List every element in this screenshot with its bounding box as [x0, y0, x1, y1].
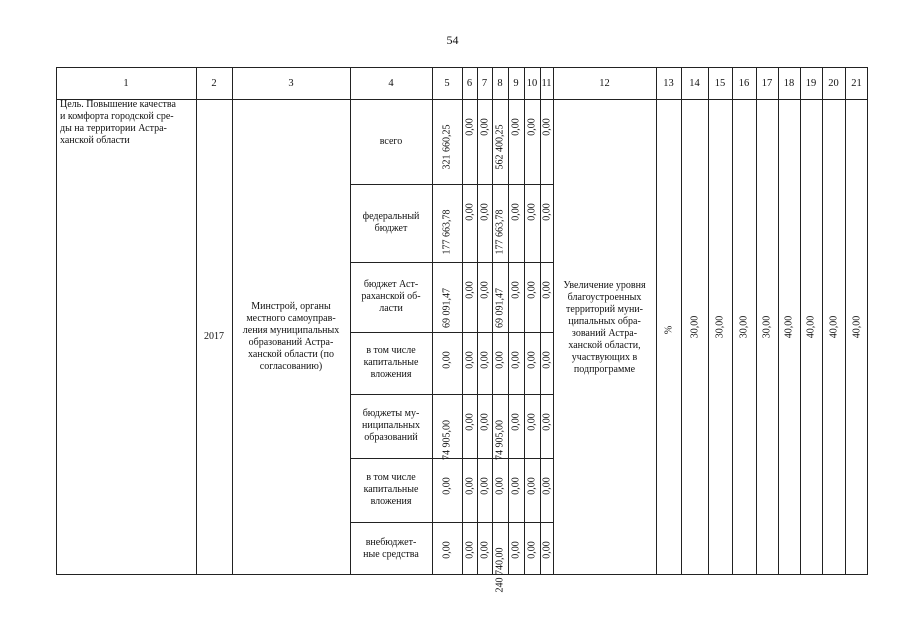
indicator-value: 30,00	[761, 315, 773, 339]
column-number-5: 5	[444, 77, 450, 89]
source-value: 0,00	[479, 203, 490, 221]
column-divider	[432, 67, 433, 575]
source-value: 0,00	[541, 203, 552, 221]
column-divider	[681, 67, 682, 575]
indicator-value: 40,00	[783, 315, 795, 339]
source-value: 0,00	[526, 477, 538, 495]
text-line: Минстрой, органы	[251, 301, 331, 312]
source-value: 0,00	[441, 351, 453, 369]
column-number-1: 1	[123, 77, 129, 89]
source-value: 69 091,47	[441, 288, 453, 328]
source-value: 0,00	[464, 281, 475, 299]
source-value: 0,00	[541, 477, 552, 495]
text-line: Увеличение уровня	[563, 280, 646, 291]
text-line: капитальные	[363, 357, 419, 368]
source-value: 0,00	[479, 413, 490, 431]
source-value: 0,00	[464, 203, 475, 221]
text-line: ные средства	[363, 548, 419, 560]
page-number: 54	[446, 33, 459, 47]
text-line: ханской области (по	[248, 349, 334, 360]
source-label	[350, 262, 432, 332]
source-value: 0,00	[541, 351, 552, 369]
source-value: 0,00	[510, 281, 522, 299]
column-divider	[732, 67, 733, 575]
text-line: подпрограмме	[573, 364, 636, 375]
column-number-17: 17	[761, 77, 773, 89]
text-line: благоустроенных	[567, 292, 642, 303]
source-value: 0,00	[479, 541, 490, 559]
source-value: 0,00	[494, 351, 506, 369]
source-value: 0,00	[541, 118, 552, 136]
indicator-value: 40,00	[851, 315, 862, 339]
text-line: образований Астра-	[248, 337, 334, 348]
source-value: 69 091,47	[494, 288, 506, 328]
goal-text	[60, 99, 194, 575]
indicator-value: 40,00	[828, 315, 839, 339]
column-divider	[708, 67, 709, 575]
column-divider	[477, 67, 478, 575]
column-number-4: 4	[388, 77, 394, 89]
text-line: образований	[364, 432, 418, 443]
text-line: ханской области	[60, 135, 130, 146]
source-value: 0,00	[526, 203, 538, 221]
column-number-13: 13	[663, 77, 674, 89]
source-label	[350, 458, 432, 522]
source-value: 0,00	[494, 477, 506, 495]
text-line: раханской об-	[361, 291, 421, 302]
column-divider	[756, 67, 757, 575]
text-line: Цель. Повышение качества	[60, 99, 176, 110]
column-number-2: 2	[211, 77, 217, 89]
column-divider	[656, 67, 657, 575]
text-line: ханской области,	[568, 340, 641, 351]
source-value: 0,00	[441, 541, 453, 559]
text-line: капитальные	[363, 484, 419, 495]
text-line: территорий муни-	[566, 304, 643, 315]
source-value: 0,00	[479, 118, 490, 136]
column-divider	[540, 67, 541, 575]
column-number-19: 19	[805, 77, 817, 89]
text-line: федеральный	[362, 211, 420, 222]
text-line: ды на территории Астра-	[60, 123, 167, 134]
text-line: ниципальных	[362, 420, 420, 431]
source-value: 0,00	[510, 413, 522, 431]
text-line: согласованию)	[259, 361, 323, 372]
column-divider	[508, 67, 509, 575]
text-line: вложения	[370, 496, 412, 507]
source-value: 177 663,78	[441, 209, 453, 255]
source-value: 74 905,00	[441, 420, 453, 460]
source-value: 0,00	[479, 281, 490, 299]
text-line: ципальных обра-	[568, 316, 641, 327]
text-line: зований Астра-	[571, 328, 638, 339]
column-divider	[822, 67, 823, 575]
column-divider	[845, 67, 846, 575]
source-label	[350, 99, 432, 184]
source-value: 0,00	[441, 477, 453, 495]
column-divider	[524, 67, 525, 575]
text-line: участвующих в	[571, 352, 638, 363]
source-value: 0,00	[464, 351, 475, 369]
column-divider	[778, 67, 779, 575]
text-line: местного самоуправ-	[246, 313, 336, 324]
text-line: вложения	[370, 369, 412, 380]
source-label	[350, 332, 432, 394]
source-value: 0,00	[510, 351, 522, 369]
source-value: 0,00	[526, 118, 538, 136]
column-number-21: 21	[851, 77, 862, 89]
source-value: 0,00	[541, 413, 552, 431]
source-label	[350, 394, 432, 458]
column-number-8: 8	[497, 77, 503, 89]
source-value: 0,00	[526, 541, 538, 559]
indicator-value: 30,00	[738, 315, 750, 339]
source-label	[350, 184, 432, 262]
source-value: 0,00	[464, 541, 475, 559]
text-line: ласти	[379, 303, 403, 314]
column-number-20: 20	[828, 77, 839, 89]
source-value: 0,00	[541, 541, 552, 559]
column-number-9: 9	[513, 77, 519, 89]
source-value: 0,00	[510, 541, 522, 559]
column-number-15: 15	[714, 77, 726, 89]
year: 2017	[204, 331, 224, 342]
source-value: 0,00	[479, 477, 490, 495]
column-number-18: 18	[783, 77, 795, 89]
source-value: 321 660,25	[441, 124, 453, 170]
text-line: всего	[379, 135, 403, 147]
column-number-12: 12	[599, 77, 610, 89]
source-value: 74 905,00	[494, 420, 506, 460]
source-value: 0,00	[479, 351, 490, 369]
source-value: 0,00	[510, 477, 522, 495]
text-line: бюджет Аст-	[363, 279, 419, 290]
column-number-7: 7	[481, 77, 488, 89]
text-line: ления муниципальных	[242, 325, 340, 336]
text-line: в том числе	[366, 472, 416, 483]
source-value: 0,00	[526, 351, 538, 369]
source-value: 0,00	[464, 477, 475, 495]
column-number-10: 10	[526, 77, 538, 89]
source-value: 240 740,00	[494, 547, 506, 593]
column-number-3: 3	[288, 77, 294, 89]
source-value: 0,00	[526, 281, 538, 299]
column-divider	[800, 67, 801, 575]
unit: %	[663, 325, 674, 335]
source-value: 0,00	[464, 118, 475, 136]
source-value: 562 400,25	[494, 124, 506, 170]
source-value: 0,00	[464, 413, 475, 431]
executor	[232, 99, 350, 575]
source-value: 0,00	[541, 281, 552, 299]
source-value: 0,00	[510, 203, 522, 221]
source-label	[350, 522, 432, 575]
text-line: внебюджет-	[365, 536, 417, 548]
column-number-14: 14	[689, 77, 700, 89]
column-number-6: 6	[466, 77, 473, 89]
indicator-value: 30,00	[714, 315, 726, 339]
text-line: в том числе	[366, 345, 416, 356]
indicator-value: 30,00	[689, 315, 700, 339]
source-value: 0,00	[526, 413, 538, 431]
source-value: 177 663,78	[494, 209, 506, 255]
indicator-text	[553, 280, 656, 390]
column-number-11: 11	[541, 77, 552, 89]
text-line: бюджет	[374, 223, 408, 234]
column-divider	[492, 67, 493, 575]
column-divider	[462, 67, 463, 575]
source-value: 0,00	[510, 118, 522, 136]
text-line: и комфорта городской сре-	[60, 111, 174, 122]
column-number-16: 16	[738, 77, 750, 89]
text-line: бюджеты му-	[362, 408, 420, 419]
indicator-value: 40,00	[805, 315, 817, 339]
